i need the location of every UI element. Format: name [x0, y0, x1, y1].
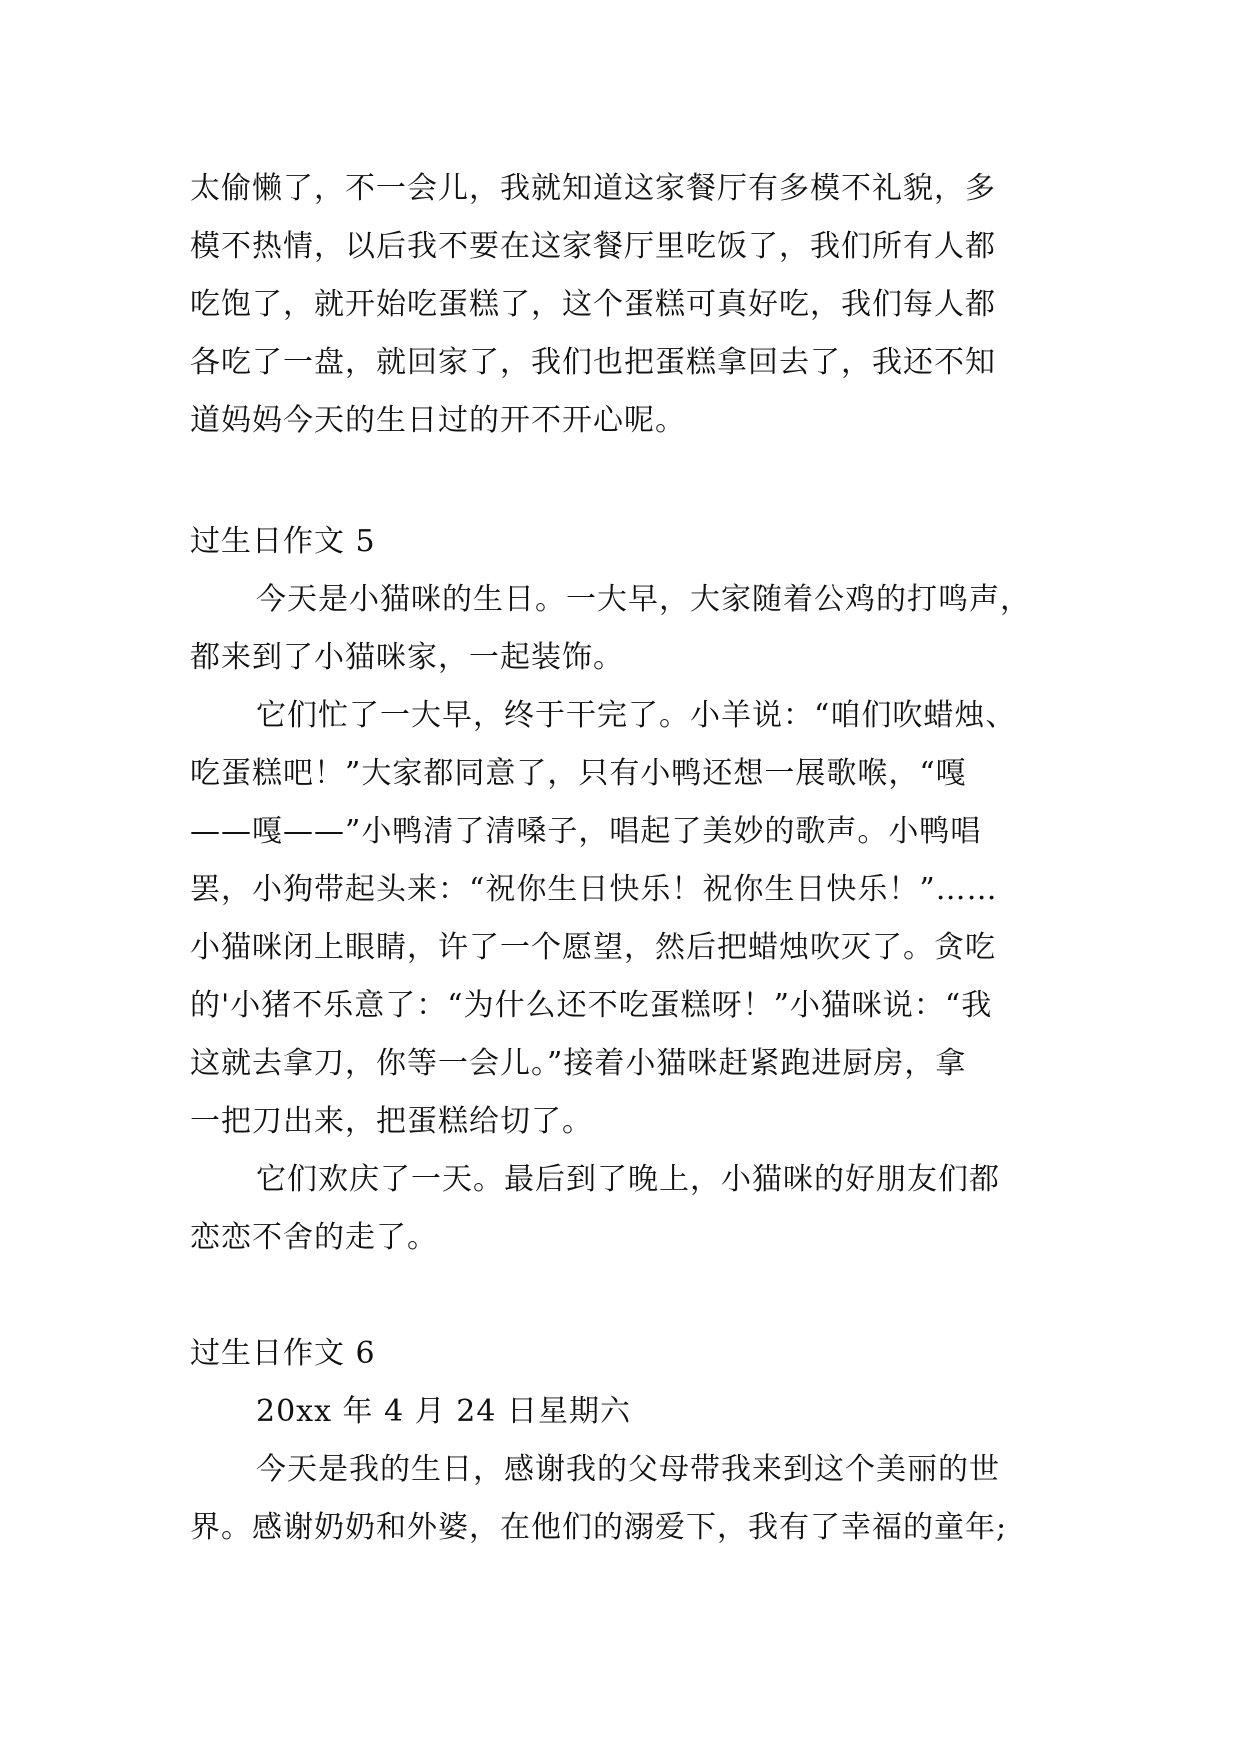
text-line: 今天是小猫咪的生日。一大早，大家随着公鸡的打鸣声， [256, 582, 1031, 617]
section-title: 过生日作文 5 [190, 524, 376, 559]
section-title: 过生日作文 6 [190, 1336, 376, 1371]
essay-5 [190, 513, 1050, 1267]
text-line: 吃蛋糕吧！”大家都同意了，只有小鸭还想一展歌喉，“嘎 [190, 756, 967, 791]
text-line: 太偷懒了，不一会儿，我就知道这家餐厅有多模不礼貌，多 [190, 171, 996, 206]
text-line: 都来到了小猫咪家，一起装饰。 [190, 640, 624, 675]
text-line: 一把刀出来，把蛋糕给切了。 [190, 1104, 593, 1139]
text-line: 恋恋不舍的走了。 [190, 1220, 438, 1255]
essay-6 [190, 1325, 1050, 1557]
text-line: ——嘎——”小鸭清了清嗓子，唱起了美妙的歌声。小鸭唱 [190, 814, 982, 849]
text-line: 各吃了一盘，就回家了，我们也把蛋糕拿回去了，我还不知 [190, 345, 996, 380]
text-line: 它们欢庆了一天。最后到了晚上，小猫咪的好朋友们都 [256, 1162, 1000, 1197]
previous-essay-ending [190, 160, 1050, 450]
text-line: 道妈妈今天的生日过的开不开心呢。 [190, 403, 686, 438]
text-line: 这就去拿刀，你等一会儿。”接着小猫咪赶紧跑进厨房，拿 [190, 1046, 967, 1081]
text-line: 罢，小狗带起头来：“祝你生日快乐！祝你生日快乐！”…… [190, 872, 998, 907]
text-line: 吃饱了，就开始吃蛋糕了，这个蛋糕可真好吃，我们每人都 [190, 287, 996, 322]
date-line: 20xx 年 4 月 24 日星期六 [256, 1394, 631, 1429]
text-line: 小猫咪闭上眼睛，许了一个愿望，然后把蜡烛吹灭了。贪吃 [190, 930, 996, 965]
text-line: 它们忙了一大早，终于干完了。小羊说：“咱们吹蜡烛、 [256, 698, 1017, 733]
text-line: 模不热情，以后我不要在这家餐厅里吃饭了，我们所有人都 [190, 229, 996, 264]
text-line: 的'小猪不乐意了：“为什么还不吃蛋糕呀！”小猫咪说：“我 [190, 988, 993, 1023]
text-line: 界。感谢奶奶和外婆，在他们的溺爱下，我有了幸福的童年; [190, 1510, 1008, 1545]
text-line: 今天是我的生日，感谢我的父母带我来到这个美丽的世 [256, 1452, 1000, 1487]
